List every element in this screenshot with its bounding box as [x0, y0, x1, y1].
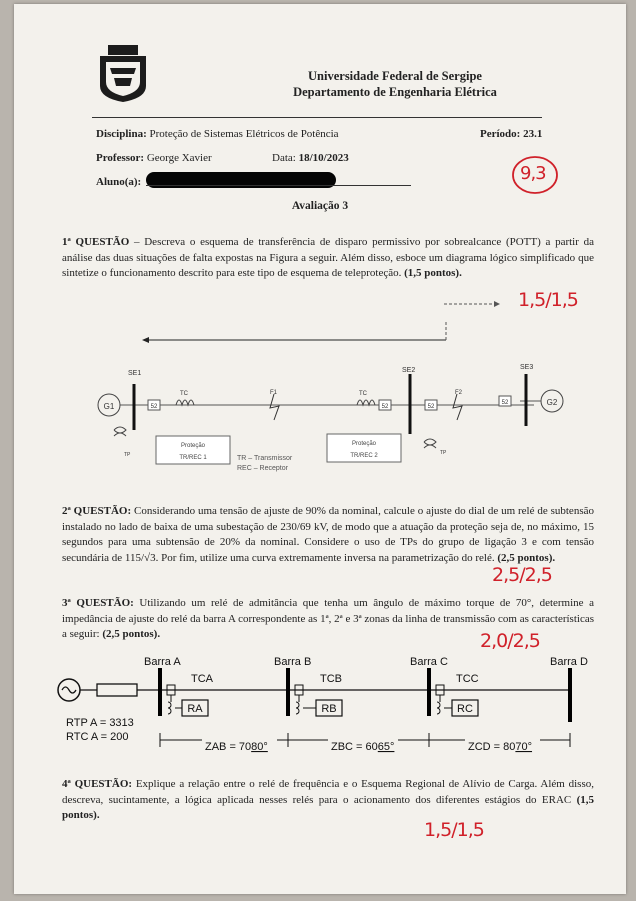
- question-1-text: – Descreva o esquema de transferência de disparo permissivo por sobrealcance (POTT) a partir da análise das duas situações de falta expostas na Figura a seguir. Além disso, esboce um diagrama lógico simplificado que sintetize o funcionamento descrito para este tipo de esquema de teleproteção.: [62, 236, 594, 279]
- relay-rb-label: RB: [321, 703, 337, 715]
- question-4-grade: 1,5/1,5: [424, 819, 484, 841]
- ct-1-label: TC: [180, 391, 188, 397]
- protection-box-1-title: Proteção: [180, 443, 206, 449]
- vt-1-label: TP: [124, 452, 131, 458]
- question-2-text: Considerando uma tensão de ajuste de 90% da nominal, calcule o ajuste do dial de um relé de subtensão instalado no lado de baixa de uma subestação de 230/69 kV, de modo que a atuação da proteção seja de, no máximo, 15 segundos para uma subtensão de 20% da nominal. Considere o uso de TPs do grupo de ligação 3 e com tensão secundária de 115/√3. Por fim, utilize uma curva extremamente inversa na parametrização do relé.: [62, 505, 594, 564]
- protection-box-2-sub: TR/REC 2: [350, 453, 378, 459]
- question-3-text: Utilizando um relé de admitância que tenha um ângulo de máximo torque de 70°, determine a impedância de ajuste do relé da barra A correspondente as 1ª, 2ª e 3ª zonas da linha de transmissão com as características a seguir:: [62, 597, 594, 640]
- exam-sheet: [14, 4, 626, 894]
- question-1: [62, 235, 594, 282]
- question-2-grade: 2,5/2,5: [492, 564, 552, 586]
- breaker-2-label: 52: [381, 404, 389, 410]
- question-1-points: (1,5 pontos).: [404, 267, 462, 279]
- date-label: Data:: [272, 152, 296, 164]
- se2-label: SE2: [402, 367, 416, 374]
- tca-label: TCA: [191, 673, 213, 685]
- protection-box-2-title: Proteção: [351, 441, 377, 447]
- relay-b-assembly: [295, 673, 342, 716]
- se1-label: SE1: [128, 370, 142, 377]
- tcb-label: TCB: [320, 673, 342, 685]
- barra-d-label: Barra D: [550, 656, 588, 668]
- question-3-grade: 2,0/2,5: [480, 630, 540, 652]
- vt-2-icon: [424, 439, 436, 448]
- se3-label: SE3: [520, 364, 534, 371]
- question-4-points: (1,5 pontos).: [62, 793, 595, 821]
- university-name: Universidade Federal de Sergipe: [308, 69, 482, 83]
- figure-3-line-diagram: [52, 650, 612, 756]
- question-3-points: (2,5 pontos).: [102, 628, 161, 640]
- breaker-4-label: 52: [501, 400, 509, 406]
- barra-c-label: Barra C: [410, 656, 448, 668]
- question-4-text: Explique a relação entre o relé de frequência e o Esquema Regional de Alívio de Carga. Além disso, descreva, sucintamente, a lógica aplicada nesses relés para o acionamento dos diferentes estágios do ERAC: [62, 778, 594, 806]
- period-row: [480, 128, 542, 140]
- barra-a-label: Barra A: [144, 656, 181, 668]
- relay-c-assembly: [436, 673, 479, 716]
- ct-1-icon: [176, 400, 194, 405]
- breaker-3-label: 52: [427, 404, 435, 410]
- discipline-row: [96, 128, 339, 140]
- zcd-label: ZCD = 8070°: [468, 741, 533, 753]
- rtp-label: RTP A = 3313: [66, 717, 134, 729]
- breaker-1-label: 52: [150, 404, 158, 410]
- professor-row: [96, 152, 212, 164]
- g1-label: G1: [103, 402, 115, 411]
- discipline-label: Disciplina:: [96, 128, 147, 140]
- fault-f2-label: F2: [455, 390, 463, 396]
- tcc-label: TCC: [456, 673, 479, 685]
- student-row: [96, 176, 141, 188]
- figure-1-pott-diagram: [74, 296, 574, 478]
- student-underline: [146, 185, 411, 186]
- source-impedance: [97, 684, 137, 696]
- legend-receiver: REC – Receptor: [237, 465, 288, 472]
- period-value: 23.1: [523, 128, 543, 140]
- relay-rc-label: RC: [457, 703, 473, 715]
- fault-f1-icon: [270, 394, 279, 420]
- question-3-label: 3ª QUESTÃO:: [62, 597, 134, 609]
- fault-f2-icon: [453, 394, 462, 420]
- question-2-label: 2ª QUESTÃO:: [62, 505, 132, 517]
- vt-1-icon: [114, 427, 126, 436]
- question-2: [62, 504, 594, 566]
- ct-2-label: TC: [359, 391, 367, 397]
- relay-ra-label: RA: [187, 703, 203, 715]
- header-divider: [92, 117, 542, 118]
- protection-box-1-sub: TR/REC 1: [179, 455, 207, 461]
- g2-label: G2: [546, 398, 558, 407]
- total-grade: 9,3: [520, 163, 546, 184]
- question-1-grade: 1,5/1,5: [518, 289, 578, 311]
- date-value: 18/10/2023: [298, 152, 349, 164]
- zbc-label: ZBC = 6065°: [331, 741, 395, 753]
- question-1-label: 1ª QUESTÃO: [62, 236, 130, 248]
- discipline-value: Proteção de Sistemas Elétricos de Potência: [149, 128, 339, 140]
- period-label: Período:: [480, 128, 521, 140]
- permissive-signal-arrow: [142, 301, 500, 343]
- barra-b-label: Barra B: [274, 656, 312, 668]
- professor-value: George Xavier: [146, 152, 212, 164]
- department-name: Departamento de Engenharia Elétrica: [293, 85, 497, 99]
- rtc-label: RTC A = 200: [66, 731, 129, 743]
- relay-a-assembly: [167, 673, 214, 716]
- question-4-label: 4ª QUESTÃO:: [62, 778, 133, 790]
- date-row: [272, 152, 349, 164]
- question-2-points: (2,5 pontos).: [497, 551, 556, 564]
- zab-label: ZAB = 7080°: [205, 741, 268, 753]
- professor-label: Professor:: [96, 152, 145, 164]
- fault-f1-label: F1: [270, 390, 278, 396]
- ct-2-icon: [357, 400, 375, 405]
- question-4: [62, 777, 594, 824]
- vt-2-label: TP: [440, 450, 447, 456]
- student-label: Aluno(a):: [96, 176, 142, 188]
- exam-title: Avaliação 3: [291, 200, 349, 212]
- legend-transmitter: TR – Transmissor: [237, 455, 293, 462]
